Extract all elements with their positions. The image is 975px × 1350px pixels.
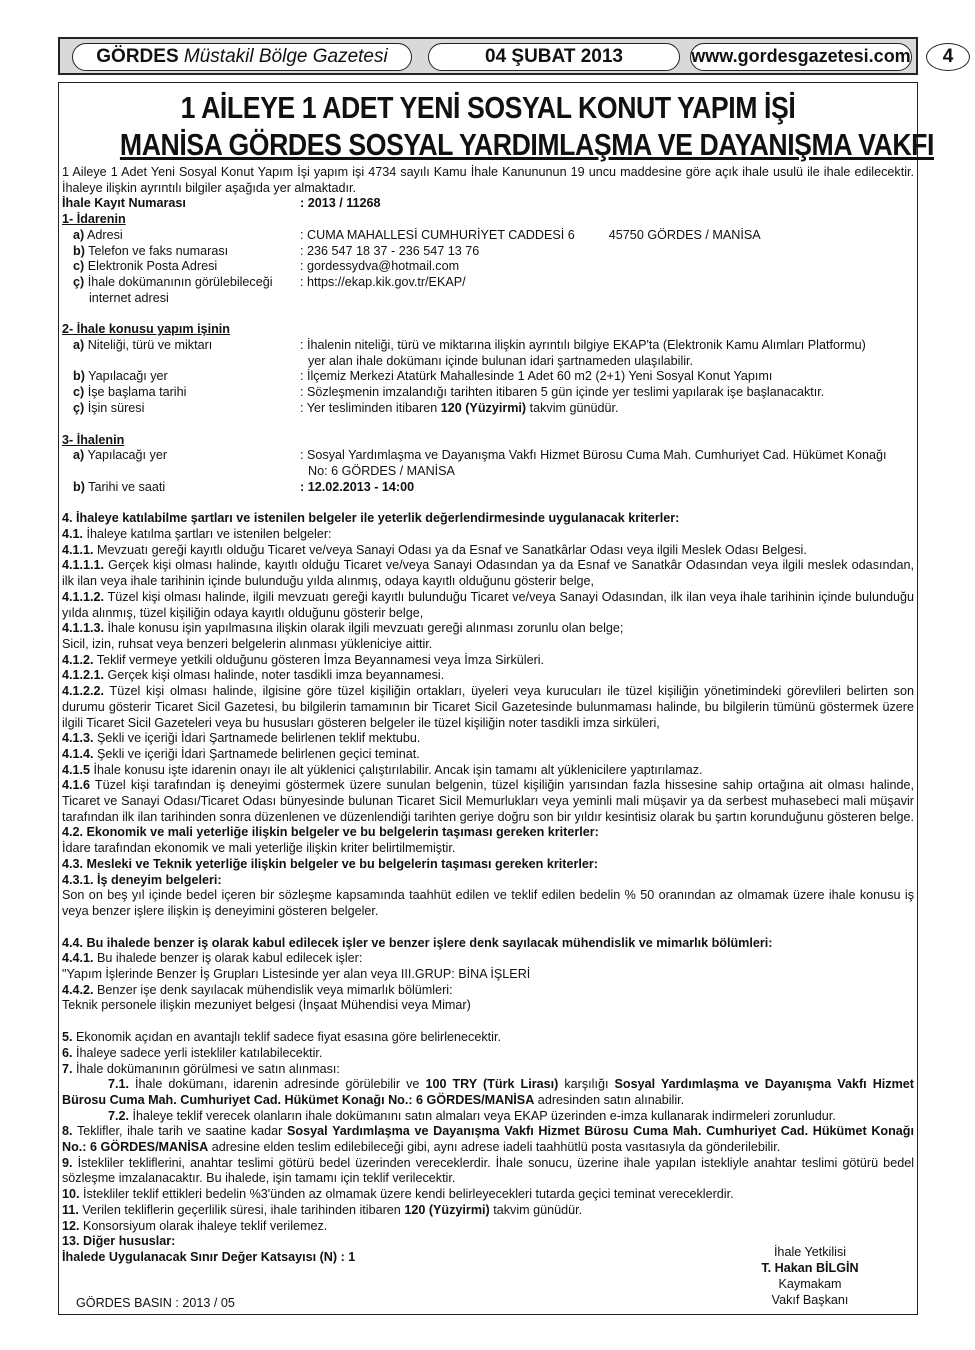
s1-c-key: c): [73, 259, 85, 274]
p4122-num: 4.1.2.2.: [62, 684, 105, 699]
p8-text-b: Sosyal Yardımlaşma ve Dayanışma Vakfı Hizmet Bürosu Cuma Mah. Cumhuriyet Cad. Hükümet Konağı No.: 6 GÖRDES/MANİSA: [62, 1124, 914, 1155]
p11-text-a: Verilen tekliflerin geçerlilik süresi, ihale tarihinden itibaren: [78, 1202, 405, 1217]
newspaper-name-bold: GÖRDES: [96, 46, 179, 67]
p442b: Teknik personele ilişkin mezuniyet belgesi (İnşaat Mühendisi veya Mimar): [62, 998, 471, 1013]
p416-num: 4.1.6: [62, 778, 91, 793]
p8-text-a: Teklifler, ihale tarih ve saatine kadar: [72, 1124, 288, 1139]
footer-press-code: GÖRDES BASIN : 2013 / 05: [76, 1296, 235, 1310]
p4112-text: Tüzel kişi olması halinde, ilgili mevzuatı gereği kayıtlı bulunduğu Ticaret ve/veya Sanayi Odasından, ilk ilan veya ihale tarihinin içinde bulunduğu yılda alınmış, tüzel kişiliğin odaya kayıtlı olduğunu gösterir belge,: [62, 589, 914, 620]
kayit-value: : 2013 / 11268: [300, 196, 381, 211]
s1-b-value: : 236 547 18 37 - 236 547 13 76: [300, 243, 480, 258]
p41-num: 4.1.: [62, 527, 84, 542]
p11-num: 11.: [62, 1202, 79, 1217]
p12: [62, 1219, 914, 1235]
p416: [62, 778, 914, 825]
section1-title: 1- İdarenin: [62, 212, 126, 227]
p71: [62, 1077, 914, 1108]
signature-role: İhale Yetkilisi: [773, 1245, 847, 1259]
signature-title: Kaymakam: [778, 1277, 842, 1291]
s1-c-row: [62, 259, 914, 275]
p415-text: İhale konusu işte idarenin onayı ile alt yüklenici çalıştırılabilir. Ancak işin tamamı alt yüklenicilere yaptırılamaz.: [90, 762, 703, 777]
p71-text-e: adresinden satın alınabilir.: [534, 1092, 685, 1107]
s2-d-value-a: : Yer tesliminden itibaren: [300, 400, 441, 415]
p411-text: Mevzuatı gereği kayıtlı olduğu Ticaret ve/veya Sanayi Odası ya da Esnaf ve Sanatkârlar Odası veya ilgili Meslek Odası Belgesi.: [93, 542, 807, 557]
p10-num: 10.: [62, 1187, 80, 1202]
p10-text: İstekliler teklif ettikleri bedelin %3'ünden az olmamak üzere kendi belirleyecekleri tutarda geçici teminat vereceklerdir.: [79, 1187, 734, 1202]
newspaper-name: [72, 43, 412, 71]
s1-d-label: İhale dokümanının görülebileceği: [84, 274, 273, 289]
p414-num: 4.1.4.: [62, 746, 94, 761]
s2-c-label: İşe başlama tarihi: [84, 385, 187, 400]
p8-num: 8.: [62, 1124, 73, 1139]
s2-a-key: a): [73, 338, 85, 353]
s1-d-value[interactable]: : https://ekap.kik.gov.tr/EKAP/: [300, 274, 466, 289]
p14: İhalede Uygulanacak Sınır Değer Katsayısı (N) : 1: [62, 1250, 356, 1264]
p415-num: 4.1.5: [62, 762, 91, 777]
p6-num: 6.: [62, 1045, 73, 1060]
s1-a-value2: 45750 GÖRDES / MANİSA: [608, 227, 761, 242]
s3-b-value: : 12.02.2013 - 14:00: [300, 479, 415, 494]
p4121-text: Gerçek kişi olması halinde, noter tasdikli imza beyannamesi.: [104, 668, 445, 683]
p9-num: 9.: [62, 1155, 73, 1170]
p7: [62, 1062, 914, 1078]
issue-date: 04 ŞUBAT 2013: [428, 43, 680, 71]
p413-text: Şekli ve içeriği İdari Şartnamede belirlenen teklif mektubu.: [93, 731, 421, 746]
s3-a-value: : Sosyal Yardımlaşma ve Dayanışma Vakfı Hizmet Bürosu Cuma Mah. Cumhuriyet Cad. Hükümet Konağı: [300, 448, 887, 463]
section2-title: 2- İhale konusu yapım işinin: [62, 322, 230, 337]
p9-text: İstekliler tekliflerini, anahtar teslimi götürü bedel üzerinden vereceklerdir. İhale sonucu, üzerine ihale yapılan istekliyle anahtar teslimi götürü bedel sözleşme imzalanacaktır. Bu ihalede, işin tamamı için teklif verilecektir.: [62, 1155, 914, 1186]
p12-text: Konsorsiyum olarak ihaleye teklif verilemez.: [79, 1218, 328, 1233]
p8-text-c: adresine elden teslim edilebileceği gibi, aynı adrese iadeli taahhütlü posta vasıtasıyla da gönderilebilir.: [208, 1140, 781, 1155]
p71-text-d: Sosyal Yardımlaşma ve Dayanışma Vakfı Hizmet Bürosu Cuma Mah. Cumhuriyet Cad. Hükümet Konağı No.: 6 GÖRDES/MANİSA: [62, 1077, 914, 1107]
page-number: 4: [926, 43, 970, 71]
p4112-num: 4.1.1.2.: [62, 589, 105, 604]
p4113-num: 4.1.1.3.: [62, 621, 105, 636]
p431: Son on beş yıl içinde bedel içeren bir sözleşme kapsamında taahhüt edilen ve teklif edilen bedelin % 50 oranından az olmamak üzere ihale konusu iş veya benzer işlere ilişkin iş deneyimini gösteren belgeler.: [62, 888, 914, 918]
p4121-num: 4.1.2.1.: [62, 668, 105, 683]
s2-a-value: : İhalenin niteliği, türü ve miktarına ilişkin ayrıntılı bilgiye EKAP'ta (Elektronik Kamu Alımları Platformu): [300, 338, 866, 353]
s3-a-key: a): [73, 448, 85, 463]
p416-text: Tüzel kişi tarafından iş deneyimi göstermek üzere sunulan belgenin, tüzel kişiliğin yarısından fazla hissesine sahip ortağına ait olması halinde, Ticaret ve Sanayi Odası/Ticaret Odası bünyesinde bulunan Ticaret Sicil Memurlukları veya yeminli mali müşavir ya da serbest muhasebeci mali müşavir tarafından ilk ilan tarihinden sonra düzenlenen ve düzenlendiği tarihten geriye doğru son bir yıldır kesintisiz olarak bu şartın korunduğunu gösteren belge.: [62, 778, 915, 824]
signature-name: T. Hakan BİLGİN: [761, 1261, 859, 1275]
p4111-num: 4.1.1.1.: [62, 558, 105, 573]
website-link[interactable]: www.gordesgazetesi.com: [690, 43, 912, 71]
notice-title: 1 AİLEYE 1 ADET YENİ SOSYAL KONUT YAPIM İŞİ: [180, 90, 796, 125]
p442-text: Benzer işe denk sayılacak mühendislik veya mimarlık bölümleri:: [93, 982, 453, 997]
p441-num: 4.4.1.: [62, 951, 94, 966]
s1-a-row: [62, 228, 914, 244]
p41-text: İhaleye katılma şartları ve istenilen belgeler:: [83, 527, 332, 542]
p12-num: 12.: [62, 1218, 80, 1233]
p71-text-a: İhale dokümanı, idarenin adresinde görülebilir ve: [129, 1077, 426, 1092]
p411: [62, 543, 914, 559]
s2-c-value: : Sözleşmenin imzalandığı tarihten itibaren 5 gün içinde yer teslimi yapılarak işe başlanacaktır.: [300, 385, 825, 400]
notice-subtitle: MANİSA GÖRDES SOSYAL YARDIMLAŞMA VE DAYANIŞMA VAKFI: [119, 127, 934, 162]
p6-text: İhaleye sadece yerli istekliler katılabilecektir.: [72, 1045, 323, 1060]
s2-d-label: İşin süresi: [84, 400, 145, 415]
p441-text: Bu ihalede benzer iş olarak kabul edilecek işler:: [93, 951, 363, 966]
s2-a-value2: yer alan ihale dokümanı içinde bulunan idari şartnameden ulaşılabilir.: [308, 353, 694, 368]
s1-d-key: ç): [73, 274, 85, 289]
p442-num: 4.4.2.: [62, 982, 94, 997]
s2-b-row: [62, 369, 914, 385]
s2-d-key: ç): [73, 400, 85, 415]
p72-num: 7.2.: [108, 1108, 130, 1123]
p411-num: 4.1.1.: [62, 542, 94, 557]
h431: 4.3.1. İş deneyim belgeleri:: [62, 872, 222, 887]
p13: 13. Diğer hususlar:: [62, 1234, 176, 1249]
p4111-text: Gerçek kişi olması halinde, kayıtlı olduğu Ticaret ve/veya Sanayi Odasından ya da Esnaf ve Sanatkâr Odasından veya ilgili meslek odasından, ilk ilan veya ihale tarihinin içinde bulunduğu yılda alınmış, odaya kayıtlı olduğunu gösterir belge,: [62, 558, 914, 589]
s1-c-value[interactable]: : gordessydva@hotmail.com: [300, 259, 460, 274]
s2-d-value-c: takvim günüdür.: [526, 400, 619, 415]
h44: 4.4. Bu ihalede benzer iş olarak kabul edilecek işler ve benzer işlere denk sayılacak mühendislik ve mimarlık bölümleri:: [62, 935, 773, 950]
section4-heading: 4. İhaleye katılabilme şartları ve istenilen belgeler ile yeterlik değerlendirmesinde uygulanacak kriterler:: [62, 511, 680, 526]
p412: [62, 653, 914, 669]
p8: [62, 1124, 914, 1155]
s3-b-key: b): [73, 479, 85, 494]
p4113-text: İhale konusu işin yapılmasına ilişkin olarak ilgili mevzuatı gereği alınması zorunlu olan belge;: [104, 621, 624, 636]
p72-text: İhaleye teklif verecek olanların ihale dokümanını satın almaları veya EKAP üzerinden e-imza kullanarak indirmeleri zorunludur.: [129, 1108, 836, 1123]
s3-b-row: [62, 480, 914, 496]
s2-b-value: : İlçemiz Merkezi Atatürk Mahallesinde 1 Adet 60 m2 (2+1) Yeni Sosyal Konut Yapımı: [300, 369, 773, 384]
s1-d-row: [62, 275, 914, 306]
p441b: "Yapım İşlerinde Benzer İş Grupları Listesinde yer alan veya III.GRUP: BİNA İŞLERİ: [62, 967, 531, 982]
s3-a-label: Yapılacağı yer: [84, 448, 168, 463]
s1-d-label2: internet adresi: [89, 290, 169, 305]
signature-position: Vakıf Başkanı: [771, 1293, 849, 1307]
s3-b-label: Tarihi ve saati: [84, 479, 166, 494]
p4122: [62, 684, 914, 731]
p412-text: Teklif vermeye yetkili olduğunu gösteren İmza Beyannamesi veya İmza Sirküleri.: [93, 652, 545, 667]
p10: [62, 1187, 914, 1203]
p415: [62, 763, 914, 779]
p42: İdare tarafından ekonomik ve mali yeterliğe ilişkin kriter belirtilmemiştir.: [62, 841, 456, 856]
s1-b-key: b): [73, 243, 85, 258]
newspaper-name-rest: Müstakil Bölge Gazetesi: [183, 46, 388, 67]
intro-text: 1 Aileye 1 Adet Yeni Sosyal Konut Yapım İşi yapım işi 4734 sayılı Kamu İhale Kanununun 19 uncu maddesine göre açık ihale usulü ile ihale edilecektir. İhaleye ilişkin ayrıntılı bilgiler aşağıda yer almaktadır.: [62, 165, 914, 195]
p6: [62, 1046, 914, 1062]
h43: 4.3. Mesleki ve Teknik yeterliğe ilişkin belgeler ve bu belgelerin taşıması gereken kriterler:: [62, 856, 598, 871]
p4113b: Sicil, izin, ruhsat veya benzeri belgelerin alınması yükleniciye aittir.: [62, 636, 433, 651]
p413: [62, 731, 914, 747]
s2-a-label: Niteliği, türü ve miktarı: [84, 338, 213, 353]
s1-a-label: Adresi: [84, 227, 123, 242]
p4112: [62, 590, 914, 621]
p4121: [62, 668, 914, 684]
p4113: [62, 621, 914, 637]
s2-c-row: [62, 385, 914, 401]
h42: 4.2. Ekonomik ve mali yeterliğe ilişkin belgeler ve bu belgelerin taşıması gereken kriterler:: [62, 825, 599, 840]
s3-a-row: [62, 448, 914, 479]
s1-b-label: Telefon ve faks numarası: [84, 243, 229, 258]
s1-a-value: : CUMA MAHALLESİ CUMHURİYET CADDESİ 6: [300, 227, 575, 242]
p71-text-b: 100 TRY (Türk Lirası): [425, 1077, 559, 1092]
s2-b-key: b): [73, 369, 85, 384]
s2-c-key: c): [73, 385, 85, 400]
s3-a-value2: No: 6 GÖRDES / MANİSA: [308, 463, 455, 478]
p414: [62, 747, 914, 763]
p4122-text: Tüzel kişi olması halinde, ilgisine göre tüzel kişiliğin ortakları, üyeleri veya kurucuları ile tüzel kişiliğin yönetimindeki görevlileri belirten son durumu gösterir Ticaret Sicil Gazetesi, bu bilgilerin tamamının bir Ticaret Sicil Gazetesinde bulunmaması halinde, bu bilgilerin tümünü göstermek üzere ilgili Ticaret Sicil Gazeteleri veya bu hususları gösteren belgeler ile tüzel kişiliğin noter tasdikli imza sirküleri,: [62, 684, 914, 730]
s2-d-value-b: 120 (Yüzyirmi): [440, 400, 527, 415]
p11: [62, 1203, 914, 1219]
notice-body: [62, 165, 914, 1266]
s2-b-label: Yapılacağı yer: [84, 369, 168, 384]
section3-title: 3- İhalenin: [62, 432, 125, 447]
p11-text-c: takvim günüdür.: [489, 1202, 583, 1217]
p11-text-b: 120 (Yüzyirmi): [404, 1202, 490, 1217]
p5-num: 5.: [62, 1030, 73, 1045]
p4111: [62, 558, 914, 589]
p412-num: 4.1.2.: [62, 652, 94, 667]
kayit-label: İhale Kayıt Numarası: [62, 196, 186, 211]
s1-a-key: a): [73, 227, 85, 242]
p7-text: İhale dokümanının görülmesi ve satın alınması:: [72, 1061, 340, 1076]
kayit-row: [62, 196, 914, 212]
p72: [62, 1109, 914, 1125]
s1-b-row: [62, 244, 914, 260]
newspaper-header: [58, 37, 954, 75]
p5-text: Ekonomik açıdan en avantajlı teklif sadece fiyat esasına göre belirlenecektir.: [72, 1030, 501, 1045]
p71-text-c: karşılığı: [558, 1077, 615, 1092]
s1-c-label: Elektronik Posta Adresi: [84, 259, 218, 274]
p442: [62, 983, 914, 999]
p7-num: 7.: [62, 1061, 73, 1076]
p5: [62, 1030, 914, 1046]
s2-a-row: [62, 338, 914, 369]
p441: [62, 951, 914, 967]
p413-num: 4.1.3.: [62, 731, 94, 746]
p9: [62, 1156, 914, 1187]
s2-d-row: [62, 401, 914, 417]
p41: [62, 527, 914, 543]
p414-text: Şekli ve içeriği İdari Şartnamede belirlenen geçici teminat.: [93, 746, 420, 761]
p71-num: 7.1.: [108, 1077, 130, 1092]
